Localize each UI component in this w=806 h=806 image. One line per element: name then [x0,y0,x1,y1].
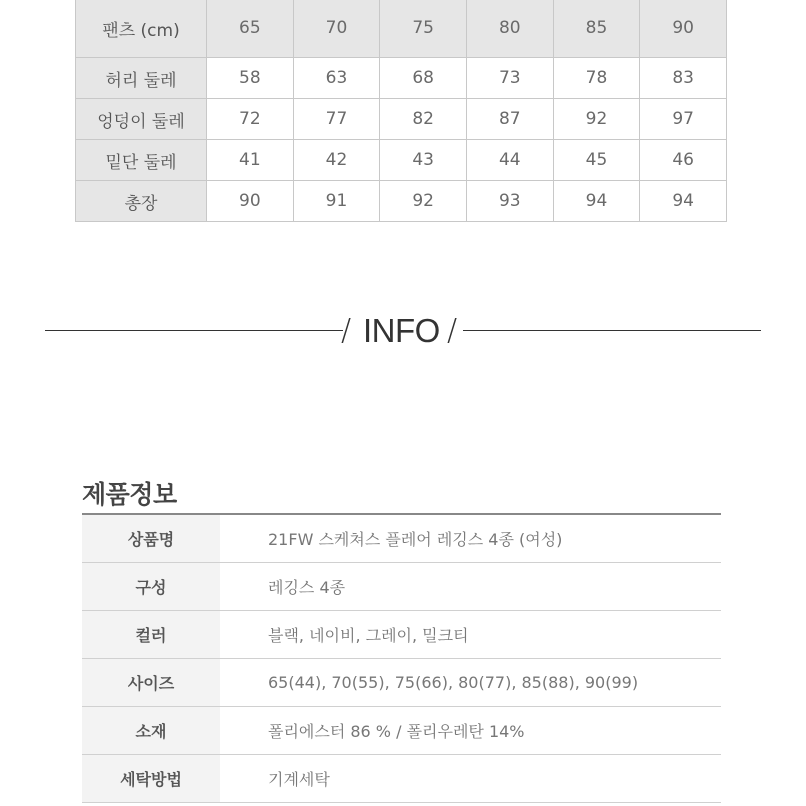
divider-slash-left: / [341,313,352,348]
size-cell: 92 [380,181,467,222]
size-cell: 58 [207,58,294,99]
size-cell: 42 [293,140,380,181]
size-cell: 73 [466,58,553,99]
size-cell: 91 [293,181,380,222]
size-header-cell: 65 [207,0,294,58]
size-cell: 83 [640,58,727,99]
product-info-key: 상품명 [82,514,220,563]
size-cell: 93 [466,181,553,222]
size-table-row [76,140,727,181]
divider-slash-right: / [447,313,458,348]
size-cell: 45 [553,140,640,181]
product-info-value: 65(44), 70(55), 75(66), 80(77), 85(88), 90(99) [220,659,721,707]
product-info-row [82,659,721,707]
size-table-row [76,58,727,99]
size-table-row [76,181,727,222]
size-cell: 41 [207,140,294,181]
product-info-key: 구성 [82,563,220,611]
size-table [75,0,727,222]
size-header-cell: 70 [293,0,380,58]
size-header-cell: 85 [553,0,640,58]
product-info-key: 소재 [82,707,220,755]
product-info-key: 컬러 [82,611,220,659]
size-row-label: 총장 [76,181,207,222]
size-table-header-row [76,0,727,58]
product-info-value: 레깅스 4종 [220,563,721,611]
product-info-value: 21FW 스케쳐스 플레어 레깅스 4종 (여성) [220,514,721,563]
size-cell: 94 [640,181,727,222]
product-info-value: 기계세탁 [220,755,721,803]
size-row-label: 밑단 둘레 [76,140,207,181]
size-header-cell: 90 [640,0,727,58]
size-cell: 46 [640,140,727,181]
product-info-key: 세탁방법 [82,755,220,803]
info-divider [45,310,761,354]
product-info-row [82,707,721,755]
product-info-key: 사이즈 [82,659,220,707]
size-cell: 87 [466,99,553,140]
size-cell: 90 [207,181,294,222]
divider-line-right [463,330,761,331]
size-cell: 82 [380,99,467,140]
product-info-row [82,611,721,659]
size-cell: 94 [553,181,640,222]
size-cell: 68 [380,58,467,99]
size-cell: 72 [207,99,294,140]
size-cell: 43 [380,140,467,181]
size-cell: 78 [553,58,640,99]
size-cell: 63 [293,58,380,99]
product-info-table [82,513,721,803]
product-info-value: 폴리에스터 86 % / 폴리우레탄 14% [220,707,721,755]
size-cell: 92 [553,99,640,140]
size-header-cell: 80 [466,0,553,58]
info-heading: INFO [363,312,440,349]
product-info-row [82,514,721,563]
size-cell: 44 [466,140,553,181]
product-info-title: 제품정보 [82,480,177,509]
size-table-header-label: 팬츠 (cm) [76,0,207,58]
product-info-value: 블랙, 네이비, 그레이, 밀크티 [220,611,721,659]
size-row-label: 허리 둘레 [76,58,207,99]
size-cell: 77 [293,99,380,140]
size-table-row [76,99,727,140]
size-header-cell: 75 [380,0,467,58]
size-cell: 97 [640,99,727,140]
product-info-row [82,563,721,611]
product-info-row [82,755,721,803]
size-row-label: 엉덩이 둘레 [76,99,207,140]
divider-line-left [45,330,343,331]
